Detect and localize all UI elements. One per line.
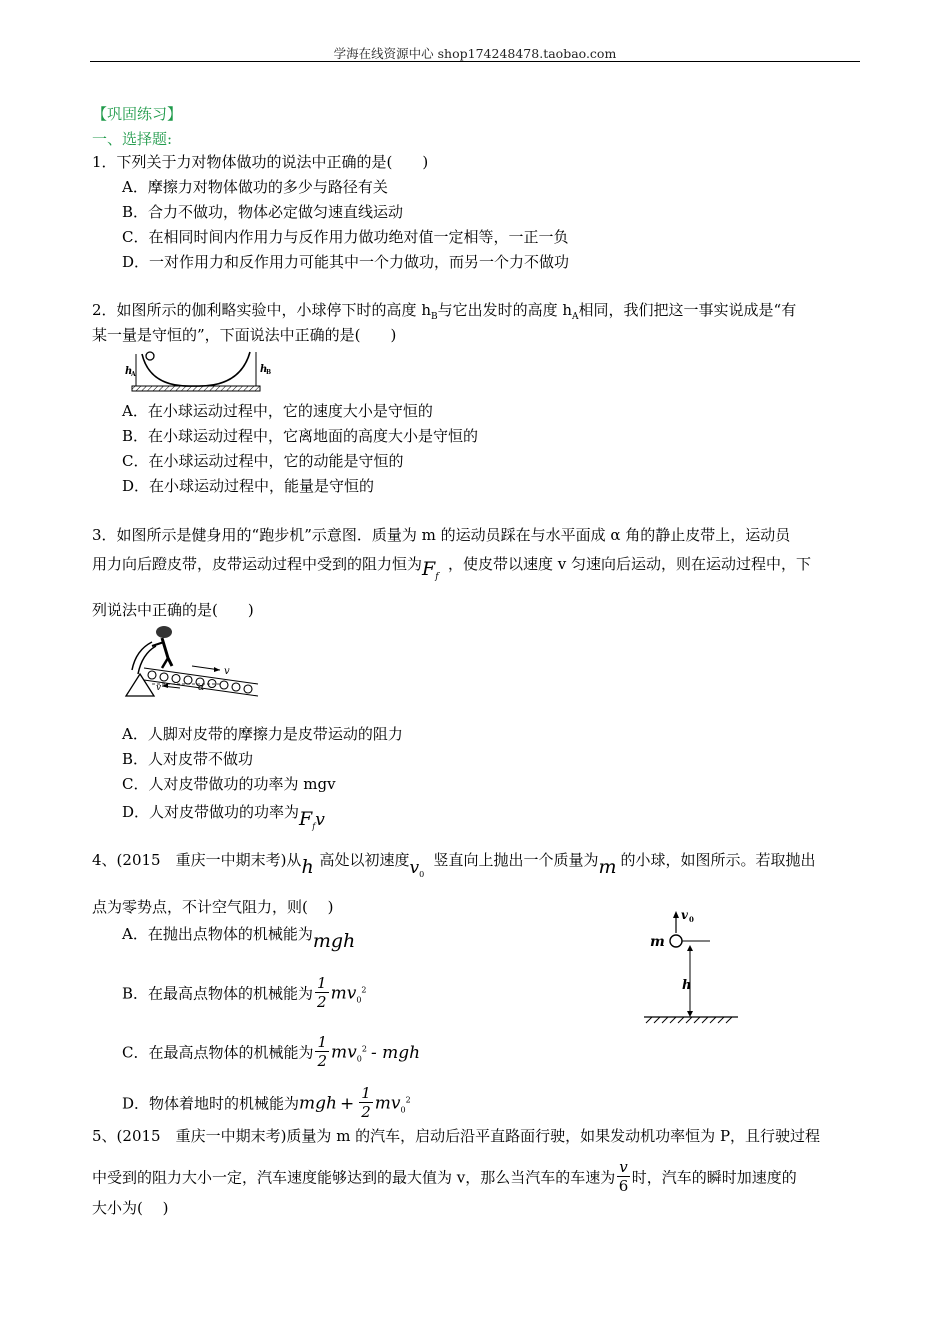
fig-label-alpha: α [198,683,205,693]
q3-option-d: D．人对皮带做功的功率为$F_fv$ [122,803,325,831]
q3-option-a: A．人脚对皮带的摩擦力是皮带运动的阻力 [122,725,403,743]
q5-stem-line2: 中受到的阻力大小一定，汽车速度能够达到的最大值为 v，那么当汽车的车速为 $\frac{v}{6}$ 时，汽车的瞬时加速度的 [92,1158,797,1195]
q3-option-b: B．人对皮带不做功 [122,750,254,768]
fig-label-h: h [682,978,692,993]
q2-stem-line1: 2．如图所示的伽利略实验中，小球停下时的高度 $h_B$与它出发时的高度 $h_A$相同，我们把这一事实说成是“有 [92,301,797,322]
section-title: 【巩固练习】 [92,105,183,123]
fig-label-v-lower: v [156,683,162,693]
q1-stem: 1．下列关于力对物体做功的说法中正确的是( ) [92,153,429,171]
q4-option-d: D．物体着地时的机械能为mgh + $\frac{1}{2}$ $mv_0^2$ [122,1084,411,1121]
svg-text:A: A [131,371,136,378]
q4-option-c: C．在最高点物体的机械能为 $\frac{1}{2}$ $mv_0^2$ - mgh [122,1033,421,1070]
fig-label-hb: h [260,364,268,375]
q2-option-b: B．在小球运动过程中，它离地面的高度大小是守恒的 [122,427,479,445]
q4-option-a: A．在抛出点物体的机械能为mgh [122,925,356,952]
q4-option-b: B．在最高点物体的机械能为 $\frac{1}{2}$ $mv_0^2$ [122,974,367,1011]
svg-text:0: 0 [689,915,694,924]
q4-stem-line2: 点为零势点，不计空气阻力，则( ) [92,898,334,916]
fig-label-m: m [650,934,665,950]
q3-stem-line2: 用力向后蹬皮带，皮带运动过程中受到的阻力恒为$F_f$，使皮带以速度 v 匀速向后运动，则在运动过程中，下 [92,555,812,582]
q1-option-c: C．在相同时间内作用力与反作用力做功绝对值一定相等，一正一负 [122,228,569,246]
q5-stem-line3: 大小为( ) [92,1199,169,1217]
section-subtitle: 一、选择题: [92,130,173,148]
header-divider [90,61,860,62]
svg-text:B: B [266,369,272,376]
q4-stem-line1: 4、(2015 重庆一中期末考)从h 高处以初速度$v_0$竖直向上抛出一个质量为m 的小球，如图所示。若取抛出 [92,851,816,879]
treadmill-figure [122,622,262,700]
q2-option-c: C．在小球运动过程中，它的动能是守恒的 [122,452,404,470]
q2-option-a: A．在小球运动过程中，它的速度大小是守恒的 [122,402,433,420]
q3-option-c: C．人对皮带做功的功率为 mgv [122,775,336,793]
q1-option-d: D．一对作用力和反作用力可能其中一个力做功，而另一个力不做功 [122,253,570,271]
q2-option-d: D．在小球运动过程中，能量是守恒的 [122,477,375,495]
q3-stem-line3: 列说法中正确的是( ) [92,601,254,619]
q3-stem-line1: 3．如图所示是健身用的“跑步机”示意图．质量为 m 的运动员踩在与水平面成 α 角的静止皮带上，运动员 [92,526,791,544]
q2-stem-line2: 某一量是守恒的”，下面说法中正确的是( ) [92,326,397,344]
q1-option-a: A．摩擦力对物体做功的多少与路径有关 [122,178,388,196]
fig-label-ha: h [125,366,133,377]
fig-label-v-belt: v [224,666,230,677]
page-header: 学海在线资源中心 shop174248478.taobao.com [333,46,617,61]
galileo-ramp-figure [122,348,272,394]
q1-option-b: B．合力不做功，物体必定做匀速直线运动 [122,203,404,221]
vertical-throw-figure [642,905,742,1035]
q5-stem-line1: 5、(2015 重庆一中期末考)质量为 m 的汽车，启动后沿平直路面行驶，如果发动机功率恒为 P，且行驶过程 [92,1127,821,1145]
fig-label-v0: v [681,908,688,922]
